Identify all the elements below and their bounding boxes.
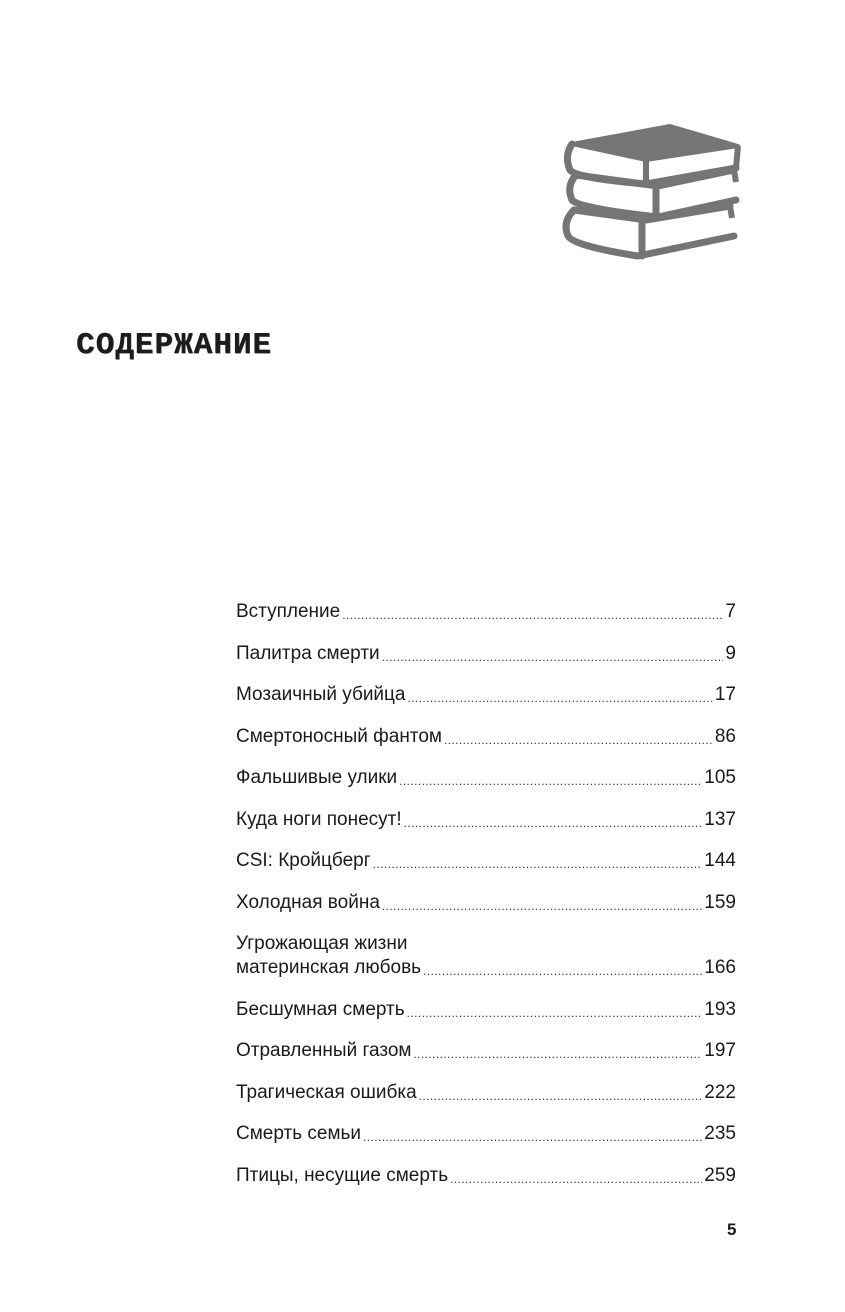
toc-entry-page: 235 [704,1123,736,1144]
dot-leader [404,814,703,832]
toc-entry[interactable] [236,1039,736,1063]
page-title: СОДЕРЖАНИЕ [76,328,273,363]
toc-entry-page: 144 [704,850,736,871]
dot-leader [407,1004,703,1022]
toc-entry-page: 159 [704,891,736,913]
toc-entry-title: CSI: Кройцберг [236,850,371,871]
toc-entry-title-line-2: материнская любовь [236,957,422,978]
dot-leader [408,689,713,707]
toc-entry-title: Куда ноги понесут! [236,808,402,830]
dot-leader [413,1045,702,1063]
toc-entry[interactable] [236,1122,736,1146]
toc-entry-title: Смертоносный фантом [236,725,442,747]
toc-entry-page: 7 [725,601,736,622]
toc-entry-title: Смерть семьи [236,1123,362,1144]
toc-entry[interactable] [236,683,736,707]
dot-leader [444,731,713,749]
toc-entry[interactable] [236,932,736,980]
toc-entry-title: Мозаичный убийца [236,684,406,705]
page-number: 5 [727,1220,737,1239]
toc-entry-title: Палитра смерти [236,642,380,664]
toc-entry[interactable] [236,725,736,749]
toc-entry-page: 259 [704,1164,736,1186]
dot-leader [342,606,723,624]
toc-entry-page: 9 [725,642,736,664]
dot-leader [382,648,724,666]
toc-entry-page: 17 [714,684,736,705]
toc-entry[interactable] [236,1081,736,1105]
book-stack-icon [558,120,744,266]
toc-entry-page: 166 [704,957,736,978]
toc-entry-page: 197 [704,1040,736,1061]
dot-leader [399,772,702,790]
toc-entry-page: 86 [714,725,736,747]
toc-entry-title: Трагическая ошибка [236,1081,417,1103]
toc-entry-title [236,932,421,980]
toc-entry-page: 193 [704,998,736,1020]
table-of-contents [236,600,736,1205]
toc-entry[interactable] [236,1164,736,1188]
toc-entry[interactable] [236,808,736,832]
toc-entry-title-line-1: Угрожающая жизни [236,933,408,954]
dot-leader [419,1087,703,1105]
dot-leader [382,897,702,915]
toc-entry-page: 105 [704,767,736,788]
toc-entry[interactable] [236,849,736,873]
toc-entry[interactable] [236,891,736,915]
dot-leader [363,1128,702,1146]
toc-entry-page: 222 [704,1081,736,1103]
toc-entry[interactable] [236,998,736,1022]
toc-entry-title: Холодная война [236,891,380,913]
dot-leader [423,962,702,980]
dot-leader [373,855,703,873]
toc-entry-page: 137 [704,808,736,830]
toc-entry-title: Вступление [236,601,341,622]
dot-leader [450,1170,702,1188]
toc-entry[interactable] [236,600,736,624]
toc-entry[interactable] [236,642,736,666]
toc-entry-title: Фальшивые улики [236,767,398,788]
toc-entry[interactable] [236,766,736,790]
toc-entry-title: Птицы, несущие смерть [236,1164,449,1186]
toc-entry-title: Бесшумная смерть [236,998,405,1020]
toc-entry-title: Отравленный газом [236,1040,412,1061]
